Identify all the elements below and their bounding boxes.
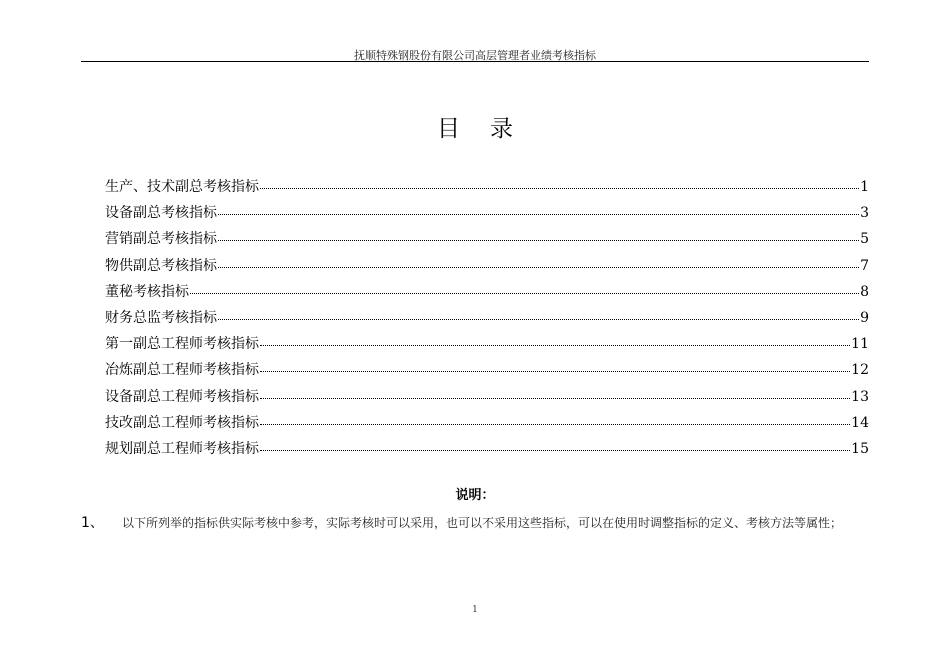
- note-text: 以下所列举的指标供实际考核中参考，实际考核时可以采用，也可以不采用这些指标，可以在使用时调整指标的定义、考核方法等属性；: [122, 516, 843, 530]
- toc-title: [0, 110, 950, 143]
- toc-entry-page: 14: [851, 414, 869, 431]
- toc-leader-dots: [260, 187, 859, 189]
- toc-entry[interactable]: [105, 305, 869, 331]
- toc-entry-label: 财务总监考核指标: [105, 309, 217, 326]
- toc-entry[interactable]: [105, 331, 869, 357]
- toc-entry[interactable]: [105, 436, 869, 462]
- table-of-contents: [105, 174, 869, 462]
- toc-leader-dots: [260, 397, 850, 399]
- toc-leader-dots: [260, 449, 850, 451]
- toc-entry-label: 董秘考核指标: [105, 283, 189, 300]
- toc-entry-page: 5: [860, 231, 869, 248]
- toc-leader-dots: [218, 318, 859, 320]
- page-header: 抚顺特殊钢股份有限公司高层管理者业绩考核指标: [354, 49, 596, 62]
- header-rule: [81, 61, 869, 62]
- toc-leader-dots: [260, 344, 850, 346]
- toc-leader-dots: [218, 266, 859, 268]
- toc-entry[interactable]: [105, 357, 869, 383]
- toc-entry-page: 8: [860, 283, 869, 300]
- page-number: 1: [472, 605, 478, 615]
- toc-entry[interactable]: [105, 174, 869, 200]
- toc-entry[interactable]: [105, 200, 869, 226]
- toc-entry-label: 营销副总考核指标: [105, 231, 217, 248]
- notes-title: 说明：: [455, 488, 495, 503]
- toc-entry-page: 9: [860, 309, 869, 326]
- toc-entry-page: 12: [851, 362, 869, 379]
- toc-entry-label: 技改副总工程师考核指标: [105, 414, 259, 431]
- note-number: 1、: [81, 515, 104, 531]
- toc-title-right: 录: [490, 116, 513, 142]
- toc-entry[interactable]: [105, 410, 869, 436]
- toc-entry-label: 冶炼副总工程师考核指标: [105, 362, 259, 379]
- toc-leader-dots: [190, 292, 859, 294]
- toc-entry[interactable]: [105, 384, 869, 410]
- toc-entry-page: 11: [851, 336, 869, 353]
- toc-leader-dots: [260, 423, 850, 425]
- toc-entry-label: 设备副总工程师考核指标: [105, 388, 259, 405]
- toc-entry[interactable]: [105, 226, 869, 252]
- toc-entry-label: 设备副总考核指标: [105, 205, 217, 222]
- toc-entry-page: 15: [851, 440, 869, 457]
- toc-entry[interactable]: [105, 279, 869, 305]
- toc-entry[interactable]: [105, 253, 869, 279]
- toc-leader-dots: [218, 239, 859, 241]
- toc-entry-label: 生产、技术副总考核指标: [105, 179, 259, 195]
- toc-entry-page: 1: [860, 179, 869, 195]
- toc-entry-label: 规划副总工程师考核指标: [105, 440, 259, 457]
- toc-leader-dots: [218, 213, 859, 215]
- toc-entry-page: 7: [860, 257, 869, 274]
- toc-title-left: 目: [437, 116, 460, 142]
- toc-leader-dots: [260, 370, 850, 372]
- toc-entry-label: 物供副总考核指标: [105, 257, 217, 274]
- toc-entry-page: 13: [851, 388, 869, 405]
- toc-entry-page: 3: [860, 205, 869, 222]
- toc-entry-label: 第一副总工程师考核指标: [105, 336, 259, 353]
